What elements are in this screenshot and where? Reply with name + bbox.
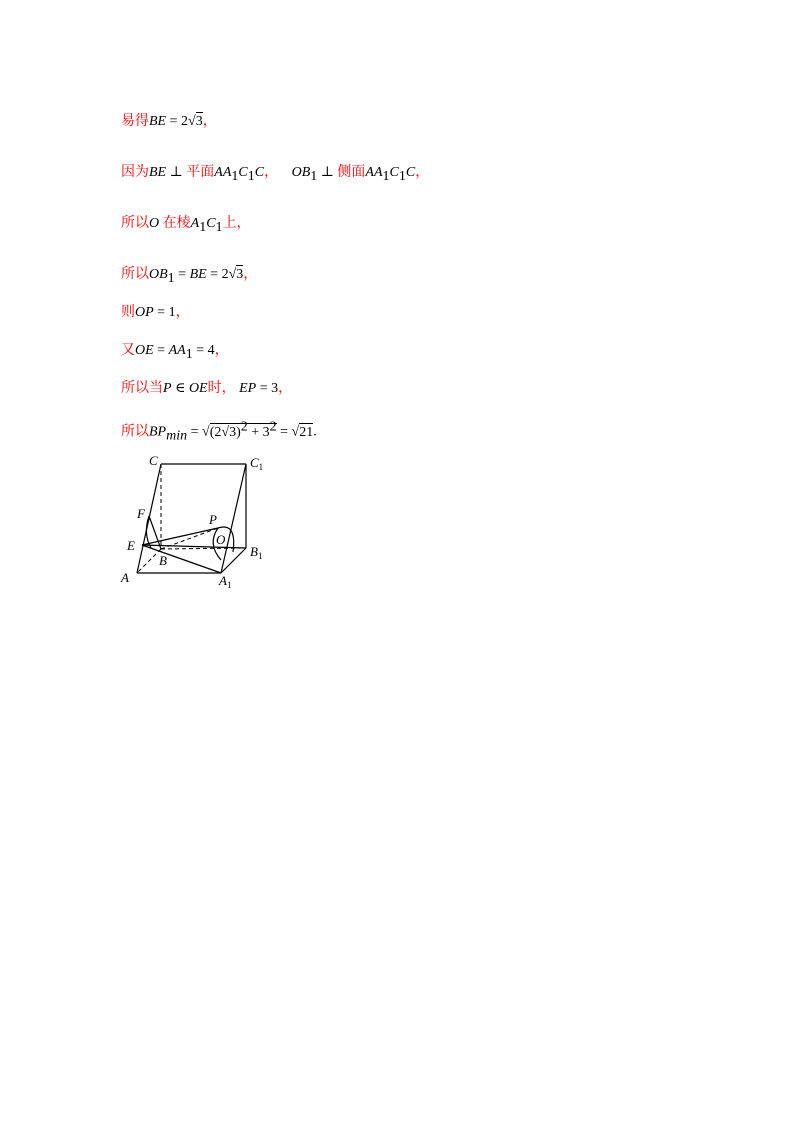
math: OE: [188, 381, 208, 396]
subscript: 1: [398, 168, 406, 184]
text: ，: [175, 304, 190, 320]
math: 3: [236, 267, 244, 282]
edge-c1-a1: [221, 464, 246, 573]
math: C: [238, 165, 248, 180]
line-4: [121, 263, 257, 287]
text: 易得: [121, 113, 149, 129]
text: 侧面: [337, 164, 366, 180]
line-1: [121, 110, 217, 130]
label-b1-main: B: [250, 544, 258, 559]
edge-e-b1: [142, 545, 246, 548]
label-b: B: [159, 553, 167, 568]
math: + 3: [247, 424, 270, 440]
line-7: [121, 377, 292, 397]
label-c: C: [149, 453, 158, 468]
label-a1-sub: 1: [226, 580, 232, 590]
subscript: min: [166, 428, 188, 444]
text: 平面: [186, 164, 215, 180]
subscript: 1: [215, 219, 223, 235]
label-o: O: [216, 532, 226, 547]
label-e: E: [127, 538, 135, 553]
subscript: 1: [199, 219, 207, 235]
math: OP: [135, 305, 154, 320]
text: ，: [415, 164, 430, 180]
math: ⊥: [317, 165, 338, 180]
text: 所以当: [121, 380, 163, 396]
sqrt-symbol: √: [291, 424, 300, 440]
math: =: [153, 343, 169, 358]
math: AA: [214, 165, 232, 180]
math: BE: [189, 267, 207, 282]
math: EP: [239, 381, 257, 396]
math: AA: [365, 165, 383, 180]
label-c1: [250, 455, 263, 472]
prism-figure: [115, 452, 275, 592]
line-5: [121, 301, 190, 321]
superscript: 2: [240, 419, 248, 434]
math: BP: [149, 424, 167, 440]
label-a: A: [121, 570, 129, 585]
line-2: [121, 161, 429, 185]
label-c1-main: C: [250, 455, 259, 470]
subscript: 1: [231, 168, 239, 184]
math: C: [405, 165, 416, 180]
superscript: 2: [269, 419, 277, 434]
label-f: F: [137, 506, 145, 521]
math: 21: [299, 424, 314, 440]
edge-b-a: [137, 549, 161, 573]
math: C: [206, 216, 216, 231]
text: 所以: [121, 266, 149, 282]
sqrt-symbol: √: [202, 424, 210, 440]
math: A: [190, 216, 200, 231]
text: ，: [202, 113, 217, 129]
math: ): [236, 424, 241, 440]
subscript: 1: [382, 168, 390, 184]
math: =: [276, 424, 292, 440]
math: (2: [209, 424, 222, 440]
math: C: [254, 165, 265, 180]
math: C: [389, 165, 399, 180]
math: BE: [149, 165, 167, 180]
text: 则: [121, 304, 135, 320]
math: = 1: [153, 305, 176, 320]
math: 3: [229, 424, 237, 440]
line-8: [121, 419, 317, 444]
sqrt-symbol: √: [228, 267, 237, 282]
math: = 2: [206, 267, 229, 282]
edge-e-p: [142, 528, 218, 545]
math: BE: [149, 114, 167, 129]
text: 所以: [121, 423, 149, 440]
math: OB: [291, 165, 311, 180]
math: O: [149, 216, 160, 231]
math: = 4: [192, 343, 215, 358]
label-c1-sub: 1: [258, 462, 264, 472]
text: ，: [278, 380, 293, 396]
math: 3: [195, 114, 203, 129]
subscript: 1: [167, 270, 175, 286]
math: ∈: [171, 381, 189, 396]
label-a1: [218, 573, 231, 590]
edge-e-a1: [142, 545, 221, 573]
label-b1: [250, 544, 262, 561]
text: ，: [214, 342, 229, 358]
label-a1-main: A: [219, 573, 227, 588]
math: =: [187, 424, 203, 440]
text: 上，: [222, 215, 251, 231]
label-p: P: [209, 512, 217, 527]
math: = 2: [166, 114, 189, 129]
text: 又: [121, 342, 135, 358]
math: OE: [135, 343, 154, 358]
subscript: 1: [310, 168, 318, 184]
text: 时，: [207, 380, 236, 396]
subscript: 1: [185, 346, 193, 362]
sqrt-symbol: √: [188, 114, 196, 129]
math: OB: [149, 267, 168, 282]
text: ，: [243, 266, 258, 282]
math: P: [163, 381, 172, 396]
line-6: [121, 339, 229, 363]
line-3: [121, 212, 251, 236]
math: = 3: [256, 381, 279, 396]
text: ，: [264, 164, 279, 180]
subscript: 1: [247, 168, 255, 184]
text: 在棱: [162, 215, 191, 231]
math: AA: [168, 343, 186, 358]
math: ⊥: [166, 165, 187, 180]
math: =: [174, 267, 190, 282]
edge-f-b: [149, 516, 161, 549]
text: 因为: [121, 164, 149, 180]
sqrt-symbol: √: [221, 424, 230, 440]
label-b1-sub: 1: [257, 551, 263, 561]
text: .: [313, 424, 317, 440]
text: 所以: [121, 215, 149, 231]
